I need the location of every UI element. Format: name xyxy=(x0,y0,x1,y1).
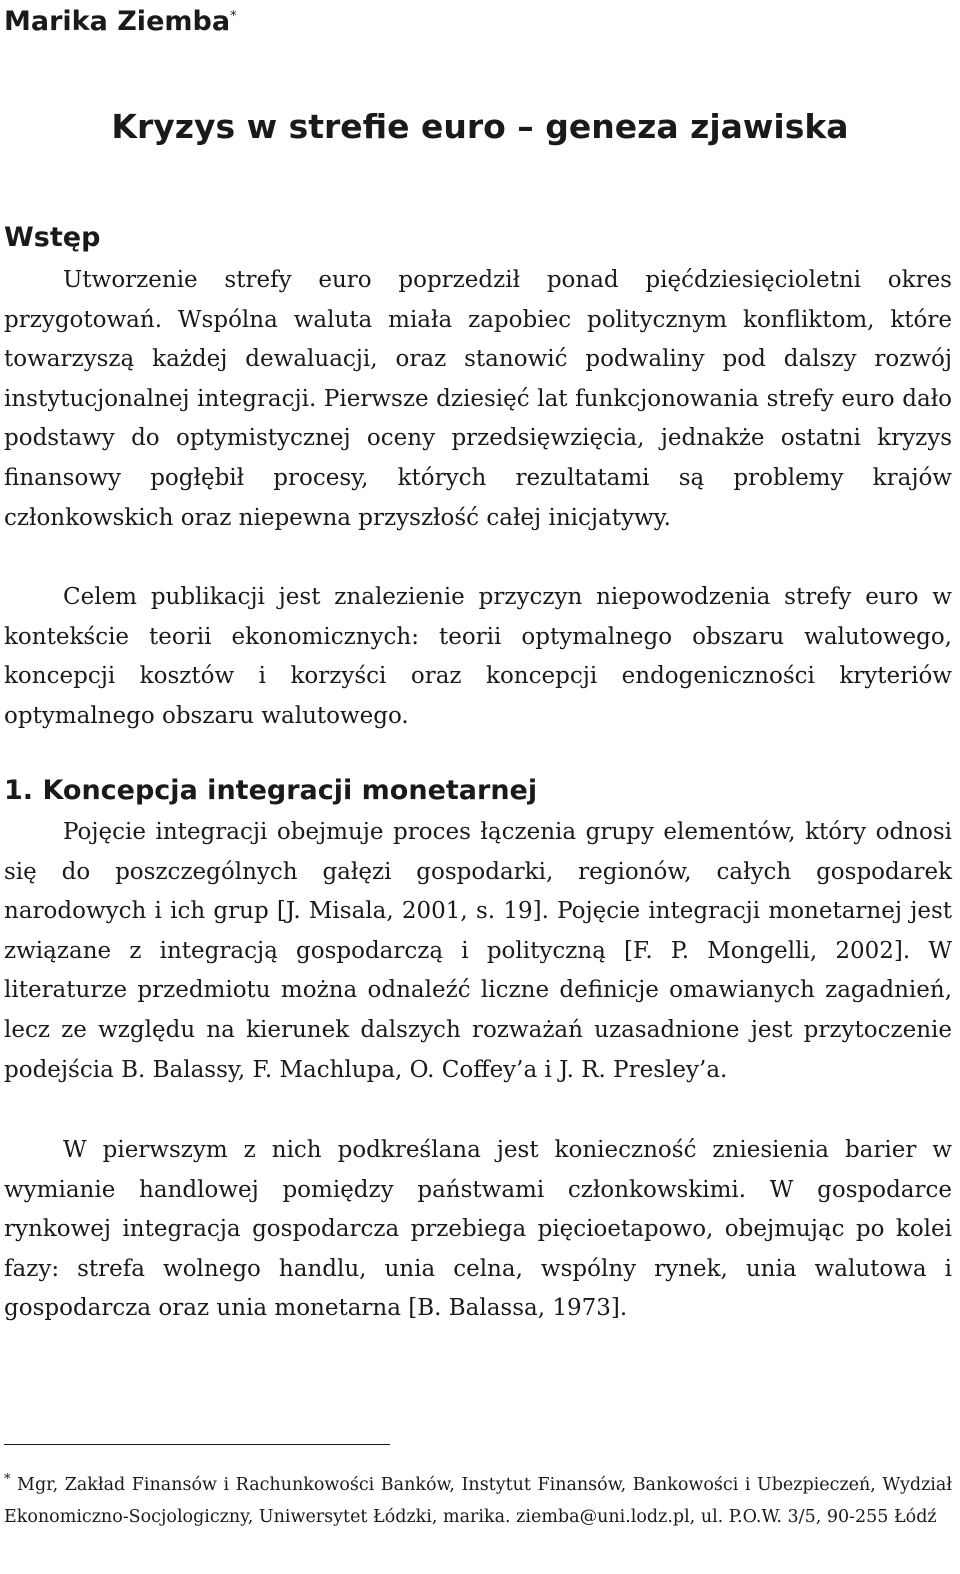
footnote-text: Mgr, Zakład Finansów i Rachunkowości Banków, Instytut Finansów, Bankowości i Ubezpieczeń, Wydział Ekonomiczno-Socjologiczny, Uniwersytet Łódzki, marika. ziemba@uni.lodz.pl, ul. P.O.W. 3/5, 90-255 Łódź xyxy=(4,1474,952,1527)
intro-paragraph-1: Utworzenie strefy euro poprzedził ponad pięćdziesięcioletni okres przygotowań. Wspólna waluta miała zapobiec politycznym konfliktom, które towarzyszą każdej dewaluacji, oraz stanowić podwaliny pod dalszy rozwój instytucjonalnej integracji. Pierwsze dziesięć lat funkcjonowania strefy euro dało podstawy do optymistycznej oceny przedsięwzięcia, jednakże ostatni kryzys finansowy pogłębił procesy, których rezultatami są problemy krajów członkowskich oraz niepewna przyszłość całej inicjatywy. xyxy=(4,267,952,531)
section-heading-intro: Wstęp xyxy=(4,222,101,253)
author-name xyxy=(4,0,237,39)
footnote-marker: * xyxy=(4,1472,11,1487)
author-footnote-marker: * xyxy=(230,9,237,24)
article-title: Kryzys w strefie euro – geneza zjawiska xyxy=(111,107,849,146)
intro-paragraph-2: Celem publikacji jest znalezienie przyczyn niepowodzenia strefy euro w kontekście teorii ekonomicznych: teorii optymalnego obszaru walutowego, koncepcji kosztów i korzyści oraz koncepcji endogeniczności kryteriów optymalnego obszaru walutowego. xyxy=(4,584,952,729)
section-heading-1: 1. Koncepcja integracji monetarnej xyxy=(4,775,538,806)
footnote xyxy=(4,1464,952,1533)
section1-paragraph-2: W pierwszym z nich podkreślana jest konieczność zniesienia barier w wymianie handlowej pomiędzy państwami członkowskimi. W gospodarce rynkowej integracja gospodarcza przebiega pięcioetapowo, obejmując po kolei fazy: strefa wolnego handlu, unia celna, wspólny rynek, unia walutowa i gospodarcza oraz unia monetarna [B. Balassa, 1973]. xyxy=(4,1137,952,1322)
footnote-separator xyxy=(4,1444,390,1445)
author-name-text: Marika Ziemba xyxy=(4,6,231,37)
section1-paragraph-1: Pojęcie integracji obejmuje proces łączenia grupy elementów, który odnosi się do poszczególnych gałęzi gospodarki, regionów, całych gospodarek narodowych i ich grup [J. Misala, 2001, s. 19]. Pojęcie integracji monetarnej jest związane z integracją gospodarczą i polityczną [F. P. Mongelli, 2002]. W literaturze przedmiotu można odnaleźć liczne definicje omawianych zagadnień, lecz ze względu na kierunek dalszych rozważań uzasadnione jest przytoczenie podejścia B. Balassy, F. Machlupa, O. Coffey’a i J. R. Presley’a. xyxy=(4,819,952,1083)
